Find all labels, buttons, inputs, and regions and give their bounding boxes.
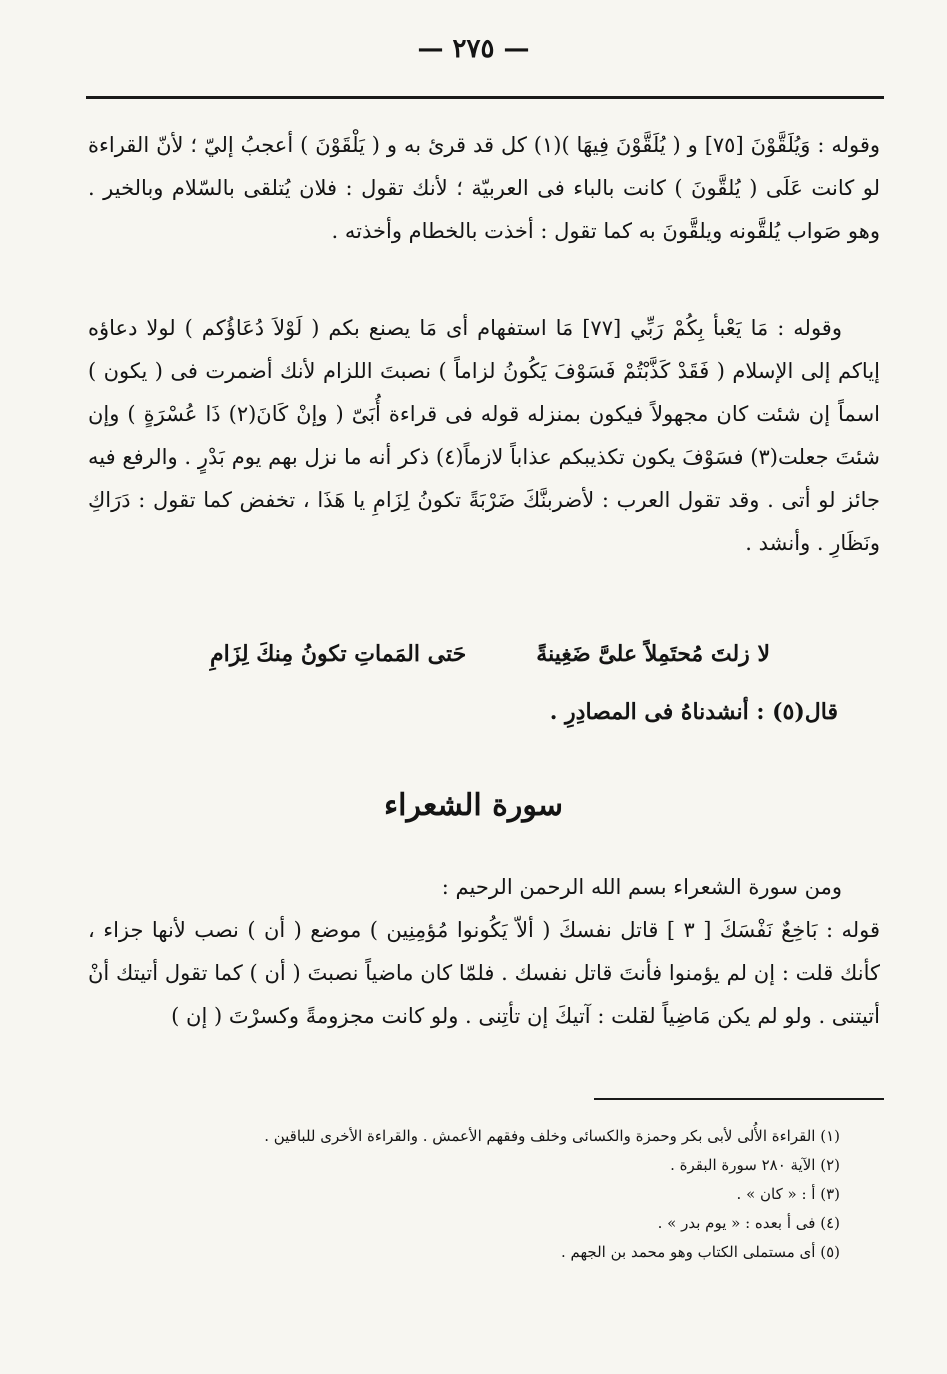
header-rule: [86, 96, 884, 99]
footnotes: [140, 1122, 840, 1267]
surah-intro: [88, 866, 880, 1038]
page-number: — ٢٧٥ —: [417, 34, 530, 64]
paragraph-2: [88, 307, 880, 565]
footnote-5: (٥) أى مستملى الكتاب وهو محمد بن الجهم .: [561, 1243, 840, 1261]
footnote-4: (٤) فى أ بعده : « يوم بدر » .: [657, 1214, 840, 1232]
surah-basmala-line: ومن سورة الشعراء بسم الله الرحمن الرحيم :: [441, 875, 842, 899]
surah-title: سورة الشعراء: [384, 788, 563, 823]
paragraph-1: [88, 124, 880, 253]
paragraph-text: قوله : بَاخِعٌ نَفْسَكَ [ ٣ ] قاتل نفسكَ ( ألاّ يَكُونوا مُؤمِنِين ) موضع ( أن ) نصب لأنها جزاء ، كأنك قلت : إن لم يؤمنوا فأنتَ قاتل نفسك . فلمّا كان ماضياً نصبتَ ( أن ) كما تقول أتيتك أنْ أتيتنى . ولو لم يكن مَاضِياً لقلت : آتيكَ إن تأتِنى . ولو كانت مجزومةً وكسرْتَ ( إن ): [88, 918, 881, 1028]
verse-hemistich-second: حَتى المَماتِ تكونُ مِنكَ لِزَامِ: [210, 641, 467, 667]
qal-line: قال(٥) : أنشدناهُ فى المصادِرِ .: [549, 699, 838, 725]
verse-hemistich-first: لا زلتَ مُحتَمِلاً علىَّ ضَغِينةً: [536, 641, 770, 667]
paragraph-text: وقوله : مَا يَعْبأ بِكُمْ رَبِّي [٧٧] مَا استفهام أى مَا يصنع بكم ( لَوْلاَ دُعَاؤُكم ) لولا دعاؤه إياكم إلى الإسلام ( فَقَدْ كَذَّبْتُمْ فَسَوْفَ يَكُونُ لزاماً ) نصبتَ اللزام لأنك أضمرت فى ( يكون ) اسماً إن شئت كان مجهولاً فيكون بمنزله قوله فى قراءة أُبَىّ ( وإنْ كَانَ(٢) ذَا عُسْرَةٍ ) وإن شئتَ جعلت(٣) فسَوْفَ يكون تكذيبكم عذاباً لازماً(٤) ذكر أنه ما نزل بهم يوم بَدْرٍ . والرفع فيه جائز لو أتى . وقد تقول العرب : لأضربنَّكَ ضَرْبَةً تكونُ لِزَامِ يا هَذَا ، تخفض كما تقول : دَرَاكِ ونَظَارِ . وأنشد .: [88, 316, 881, 555]
paragraph-text: وقوله : وَيُلَقَّوْنَ [٧٥] و ( يُلَقَّوْنَ فِيهَا )(١) كل قد قرئ به و ( يَلْقَوْنَ ) أعجبُ إليّ ؛ لأنّ القراءة لو كانت عَلَى ( يُلقَّونَ ) كانت بالباء فى العربيّة ؛ لأنك تقول : فلان يُتلقى بالسّلام وبالخير . وهو صَواب يُلقَّونه ويلقَّونَ به كما تقول : أخذت بالخطام وأخذته .: [88, 133, 881, 243]
footnote-3: (٣) أ : « كان » .: [736, 1185, 840, 1203]
footnote-2: (٢) الآية ٢٨٠ سورة البقرة .: [670, 1156, 840, 1174]
footnote-rule: [594, 1098, 884, 1100]
poetry-verse: [210, 634, 770, 674]
footnote-1: (١) القراءة الأُلى لأبى بكر وحمزة والكسائى وخلف وفقهم الأعمش . والقراءة الأخرى للباقين .: [264, 1127, 840, 1145]
